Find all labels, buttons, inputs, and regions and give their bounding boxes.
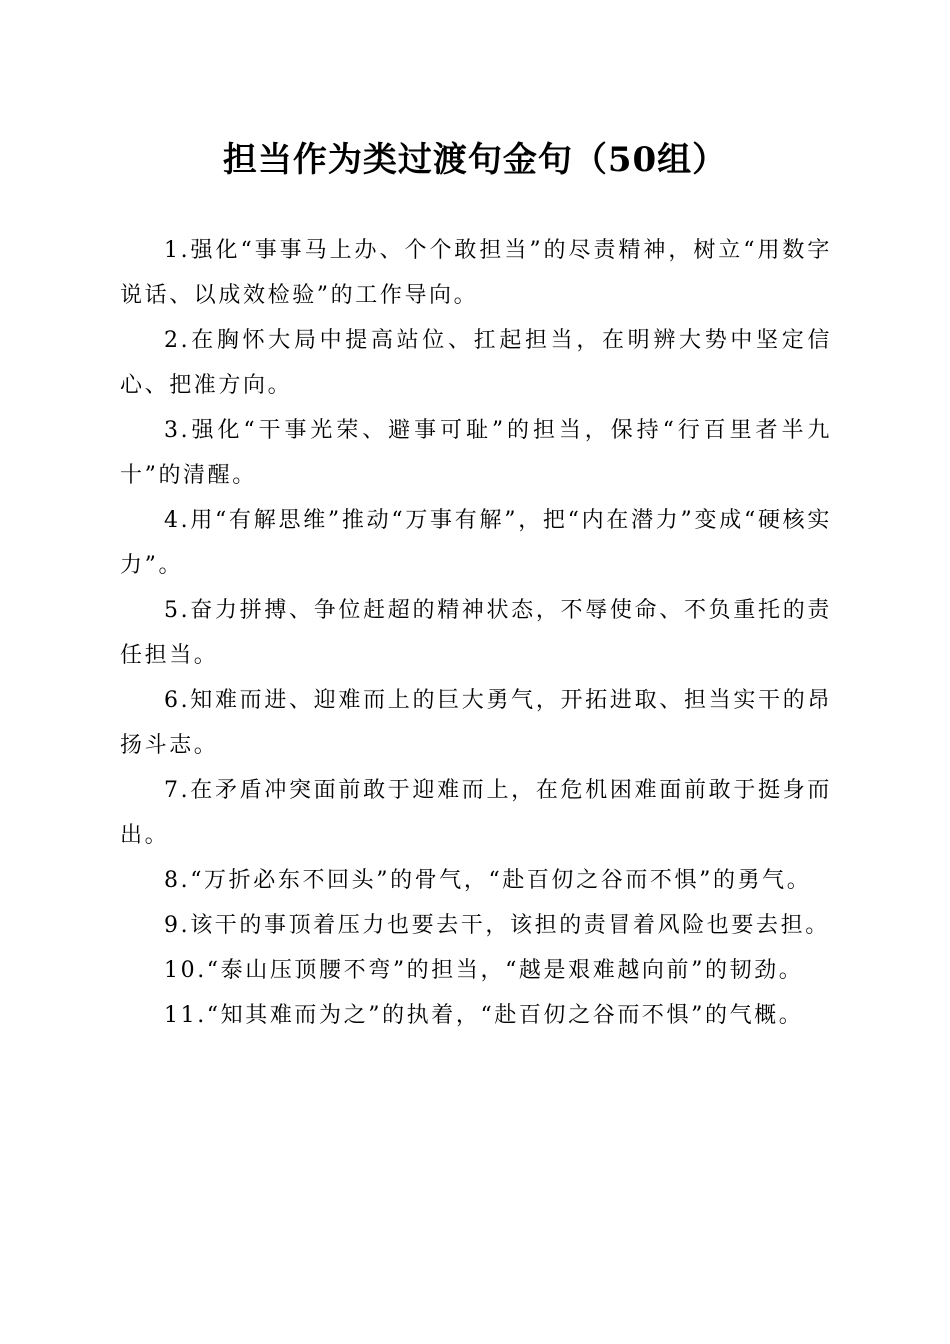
document-title: 担当作为类过渡句金句（50组）	[222, 140, 728, 180]
list-item: 6.知难而进、迎难而上的巨大勇气，开拓进取、担当实干的昂扬斗志。	[120, 688, 832, 758]
list-item: 2.在胸怀大局中提高站位、扛起担当，在明辨大势中坚定信心、把准方向。	[120, 328, 832, 398]
list-item: 7.在矛盾冲突面前敢于迎难而上，在危机困难面前敢于挺身而出。	[120, 778, 832, 848]
list-item: 5.奋力拼搏、争位赶超的精神状态，不辱使命、不负重托的责任担当。	[120, 598, 832, 668]
list-item: 4.用“有解思维”推动“万事有解”，把“内在潜力”变成“硬核实力”。	[120, 508, 832, 578]
document-body	[120, 228, 832, 1038]
list-item: 9.该干的事顶着压力也要去干，该担的责冒着风险也要去担。	[164, 913, 830, 938]
list-item: 1.强化“事事马上办、个个敢担当”的尽责精神，树立“用数字说话、以成效检验”的工作导向。	[120, 238, 832, 308]
list-item: 3.强化“干事光荣、避事可耻”的担当，保持“行百里者半九十”的清醒。	[120, 418, 832, 488]
list-item: 10.“泰山压顶腰不弯”的担当，“越是艰难越向前”的韧劲。	[164, 958, 804, 983]
list-item: 11.“知其难而为之”的执着，“赴百仞之谷而不惧”的气概。	[164, 1003, 804, 1028]
list-item: 8.“万折必东不回头”的骨气，“赴百仞之谷而不惧”的勇气。	[164, 868, 812, 893]
